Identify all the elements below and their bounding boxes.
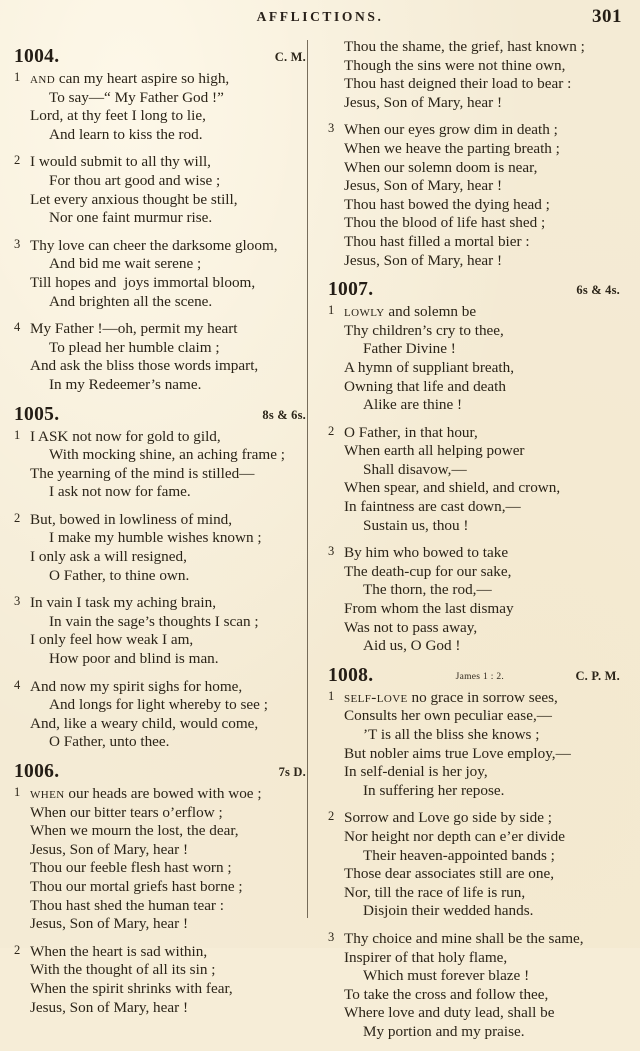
hymn-line: and can my heart aspire so high, — [30, 70, 230, 87]
verse-number: 1 — [14, 427, 21, 442]
hymn-line: Till hopes and joys immortal bloom, — [30, 273, 256, 291]
hymn-block — [14, 46, 306, 395]
hymn-line: And brighten all the scene. — [49, 292, 213, 310]
hymn-line: My portion and my praise. — [363, 1022, 525, 1040]
hymn-line: Thou hast filled a mortal bier : — [344, 232, 530, 250]
hymn-line: Was not to pass away, — [344, 618, 478, 636]
hymn-line: Let every anxious thought be still, — [30, 190, 238, 208]
hymn-verse — [328, 303, 620, 415]
verse-number: 4 — [14, 320, 21, 335]
hymn-line: With the thought of all its sin ; — [30, 961, 216, 979]
verse-number: 3 — [328, 929, 335, 944]
hymn-verse — [328, 809, 620, 921]
hymn-line: From whom the last dismay — [344, 600, 514, 618]
hymn-number[interactable]: 1004. — [14, 46, 60, 67]
hymn-line: Jesus, Son of Mary, hear ! — [30, 915, 189, 933]
hymn-line: Shall disavow,— — [363, 460, 467, 478]
verse-lines — [30, 153, 306, 227]
hymn-line: And bid me wait serene ; — [49, 255, 202, 273]
hymn-meter: 8s & 6s. — [262, 407, 306, 422]
verse-number: 1 — [328, 303, 335, 318]
hymn-number[interactable]: 1007. — [328, 279, 374, 301]
verse-lines — [30, 511, 306, 585]
hymn-line: Where love and duty lead, shall be — [344, 1004, 555, 1022]
hymn-line: Lord, at thy feet I long to lie, — [30, 107, 206, 125]
hymn-line: To plead her humble claim ; — [49, 338, 220, 356]
hymn-line: Father Divine ! — [363, 340, 456, 358]
hymn-line: And now my spirit sighs for home, — [30, 677, 243, 695]
verse-lines — [30, 785, 306, 934]
hymn-line: To take the cross and follow thee, — [344, 985, 549, 1003]
hymn-verse — [14, 153, 306, 227]
hymn-line: Jesus, Son of Mary, hear ! — [344, 251, 503, 269]
hymn-line: Those dear associates still are one, — [344, 865, 555, 883]
hymn-line: I ask not now for fame. — [49, 483, 191, 501]
hymn-line: And learn to kiss the rod. — [49, 125, 203, 143]
hymn-line: Thy love can cheer the darksome gloom, — [30, 236, 278, 254]
hymn-line: In faintness are cast down,— — [344, 498, 521, 516]
hymn-line: The thorn, the rod,— — [363, 581, 492, 599]
verse-lines — [30, 320, 306, 394]
small-caps-opening-word: lowly — [344, 303, 385, 321]
hymn-line: I only ask a will resigned, — [30, 548, 187, 566]
hymn-line: Thou the blood of life hast shed ; — [344, 214, 546, 232]
hymn-meter: 6s & 4s. — [576, 283, 620, 298]
hymn-line: Sorrow and Love go side by side ; — [344, 809, 552, 827]
hymn-heading — [328, 665, 620, 688]
hymn-line: And, like a weary child, would come, — [30, 714, 259, 732]
hymn-line: Thou the shame, the grief, hast known ; — [344, 38, 585, 55]
hymn-line: Thou our mortal griefs hast borne ; — [30, 877, 243, 895]
hymn-line: When earth all helping power — [344, 442, 525, 460]
small-caps-opening-word: when — [30, 785, 65, 802]
hymn-line: ’T is all the bliss she knows ; — [363, 726, 540, 743]
hymn-line: When spear, and shield, and crown, — [344, 479, 561, 497]
hymn-line: I only feel how weak I am, — [30, 631, 194, 649]
hymn-verse — [328, 424, 620, 536]
hymn-block — [14, 761, 306, 1017]
verse-number: 1 — [14, 70, 21, 84]
verse-number: 1 — [14, 785, 21, 799]
hymn-line: Sustain us, thou ! — [363, 516, 469, 534]
verse-lines — [344, 121, 620, 270]
hymn-line: Jesus, Son of Mary, hear ! — [30, 998, 189, 1016]
hymn-line: Nor, till the race of life is run, — [344, 883, 526, 901]
hymn-heading — [14, 761, 306, 784]
hymn-verse — [14, 594, 306, 668]
hymn-line: But, bowed in lowliness of mind, — [30, 510, 233, 528]
hymn-line: self-love no grace in sorrow sees, — [344, 688, 558, 706]
hymn-line: Thou hast bowed the dying head ; — [344, 195, 550, 213]
hymn-line: I make my humble wishes known ; — [49, 529, 262, 547]
hymn-line: Which must forever blaze ! — [363, 967, 530, 985]
hymn-line: Disjoin their wedded hands. — [363, 902, 534, 920]
hymn-line: When the spirit shrinks with fear, — [30, 979, 233, 997]
hymn-line: O Father, unto thee. — [49, 733, 170, 751]
hymn-line: O Father, to thine own. — [49, 566, 190, 584]
hymn-line: When our solemn doom is near, — [344, 158, 538, 176]
hymn-line: Owning that life and death — [344, 377, 506, 395]
hymn-block — [14, 404, 306, 753]
hymn-line: With mocking shine, an aching frame ; — [49, 446, 285, 464]
small-caps-opening-word: self-love — [344, 688, 408, 706]
hymn-line: I would submit to all thy will, — [30, 153, 211, 171]
hymn-line: In suffering her repose. — [363, 781, 505, 799]
verse-lines — [30, 678, 306, 752]
hymn-verse — [328, 930, 620, 1042]
hymn-line: By him who bowed to take — [344, 544, 509, 562]
hymn-line: When we mourn the lost, the dear, — [30, 822, 239, 840]
verse-number: 1 — [328, 688, 335, 703]
hymn-line: In vain the sage’s thoughts I scan ; — [49, 612, 259, 630]
hymn-verse — [328, 544, 620, 656]
hymn-line: And longs for light whereby to see ; — [49, 696, 268, 714]
verse-lines — [344, 544, 620, 656]
hymn-line: Jesus, Son of Mary, hear ! — [344, 177, 503, 195]
hymn-line: Consults her own peculiar ease,— — [344, 707, 552, 725]
page-number: 301 — [592, 6, 622, 27]
verse-number: 4 — [14, 677, 21, 692]
hymn-line: Thy choice and mine shall be the same, — [344, 929, 584, 947]
hymn-verse — [328, 689, 620, 801]
verse-lines — [344, 689, 620, 801]
hymn-line: When we heave the parting breath ; — [344, 139, 560, 157]
verse-number: 3 — [14, 594, 21, 609]
hymn-line: In my Redeemer’s name. — [49, 375, 202, 393]
hymn-line: To say—“ My Father God !” — [49, 88, 224, 106]
hymn-number[interactable]: 1005. — [14, 403, 60, 425]
hymn-line: Thou hast shed the human tear : — [30, 896, 225, 914]
hymn-verse — [14, 237, 306, 311]
hymn-line: And ask the bliss those words impart, — [30, 357, 259, 375]
column-divider-rule — [307, 40, 308, 918]
left-column — [14, 38, 306, 1026]
hymn-block — [328, 279, 620, 656]
verse-lines — [344, 424, 620, 536]
hymn-line: But nobler aims true Love employ,— — [344, 744, 571, 762]
hymn-line: How poor and blind is man. — [49, 650, 219, 668]
verse-number: 2 — [14, 942, 21, 957]
scripture-reference: James 1 : 2. — [455, 671, 505, 682]
hymn-line: My Father !—oh, permit my heart — [30, 320, 238, 338]
hymn-line: Thou our feeble flesh hast worn ; — [30, 859, 232, 877]
hymn-line: When our bitter tears o’erflow ; — [30, 803, 223, 821]
verse-lines — [30, 237, 306, 311]
hymn-line: Nor height nor depth can e’er divide — [344, 827, 565, 845]
hymn-line: Inspirer of that holy flame, — [344, 948, 508, 966]
hymn-line: Their heaven-appointed bands ; — [363, 846, 555, 864]
hymn-line: For thou art good and wise ; — [49, 171, 221, 189]
verse-number: 2 — [328, 423, 335, 438]
page-title: AFFLICTIONS. — [256, 9, 384, 24]
verse-number: 3 — [328, 544, 335, 559]
hymn-verse — [14, 320, 306, 394]
hymn-line: When our eyes grow dim in death ; — [344, 121, 558, 139]
hymn-line: Aid us, O God ! — [363, 637, 461, 655]
verse-lines — [344, 809, 620, 921]
hymn-verse — [14, 785, 306, 934]
verse-number: 2 — [328, 809, 335, 824]
hymn-line: Though the sins were not thine own, — [344, 56, 566, 74]
hymn-verse — [14, 678, 306, 752]
verse-number: 3 — [14, 236, 21, 251]
hymn-line: The yearning of the mind is stilled— — [30, 464, 255, 482]
hymn-verse — [14, 70, 306, 144]
hymn-heading — [14, 404, 306, 427]
hymn-verse — [14, 428, 306, 502]
verse-lines — [30, 943, 306, 1017]
verse-lines — [30, 594, 306, 668]
hymn-meter: C. M. — [274, 50, 306, 64]
hymn-number[interactable]: 1006. — [14, 761, 60, 782]
verse-lines — [30, 70, 306, 144]
hymn-verse — [328, 121, 620, 270]
hymn-meter: 7s D. — [278, 765, 306, 779]
hymn-line: Nor one faint murmur rise. — [49, 209, 213, 227]
hymn-line: when our heads are bowed with woe ; — [30, 785, 262, 802]
verse-number: 2 — [14, 510, 21, 525]
hymn-line: A hymn of suppliant breath, — [344, 358, 514, 376]
verse-lines — [344, 303, 620, 415]
columns-container — [0, 38, 640, 1040]
hymn-line: Alike are thine ! — [363, 396, 463, 414]
hymn-number[interactable]: 1008. — [328, 664, 374, 686]
hymn-line: Thy children’s cry to thee, — [344, 321, 504, 339]
hymn-line: I ASK not now for gold to gild, — [30, 427, 221, 445]
small-caps-opening-word: and — [30, 70, 56, 87]
hymn-line: O Father, in that hour, — [344, 423, 478, 441]
hymn-verse — [14, 511, 306, 585]
hymn-line: When the heart is sad within, — [30, 942, 208, 960]
hymn-heading — [14, 46, 306, 69]
verse-lines — [30, 428, 306, 502]
hymn-line: Jesus, Son of Mary, hear ! — [30, 840, 189, 858]
hymn-heading — [328, 279, 620, 302]
verse-number: 2 — [14, 153, 21, 168]
running-head — [0, 6, 640, 33]
hymn-line: lowly and solemn be — [344, 303, 477, 321]
hymn-verse — [14, 943, 306, 1017]
hymn-line: The death-cup for our sake, — [344, 562, 512, 580]
hymn-line: In self-denial is her joy, — [344, 763, 488, 781]
hymn-line: Jesus, Son of Mary, hear ! — [344, 93, 503, 111]
verse-lines — [344, 930, 620, 1042]
hymn-line: Thou hast deigned their load to bear : — [344, 75, 572, 93]
right-column — [328, 38, 620, 1051]
hymn-meter: C. P. M. — [575, 668, 620, 683]
continued-verse-lines — [344, 38, 620, 112]
hymn-line: In vain I task my aching brain, — [30, 594, 216, 612]
verse-number: 3 — [328, 121, 335, 136]
hymn-block — [328, 665, 620, 1042]
